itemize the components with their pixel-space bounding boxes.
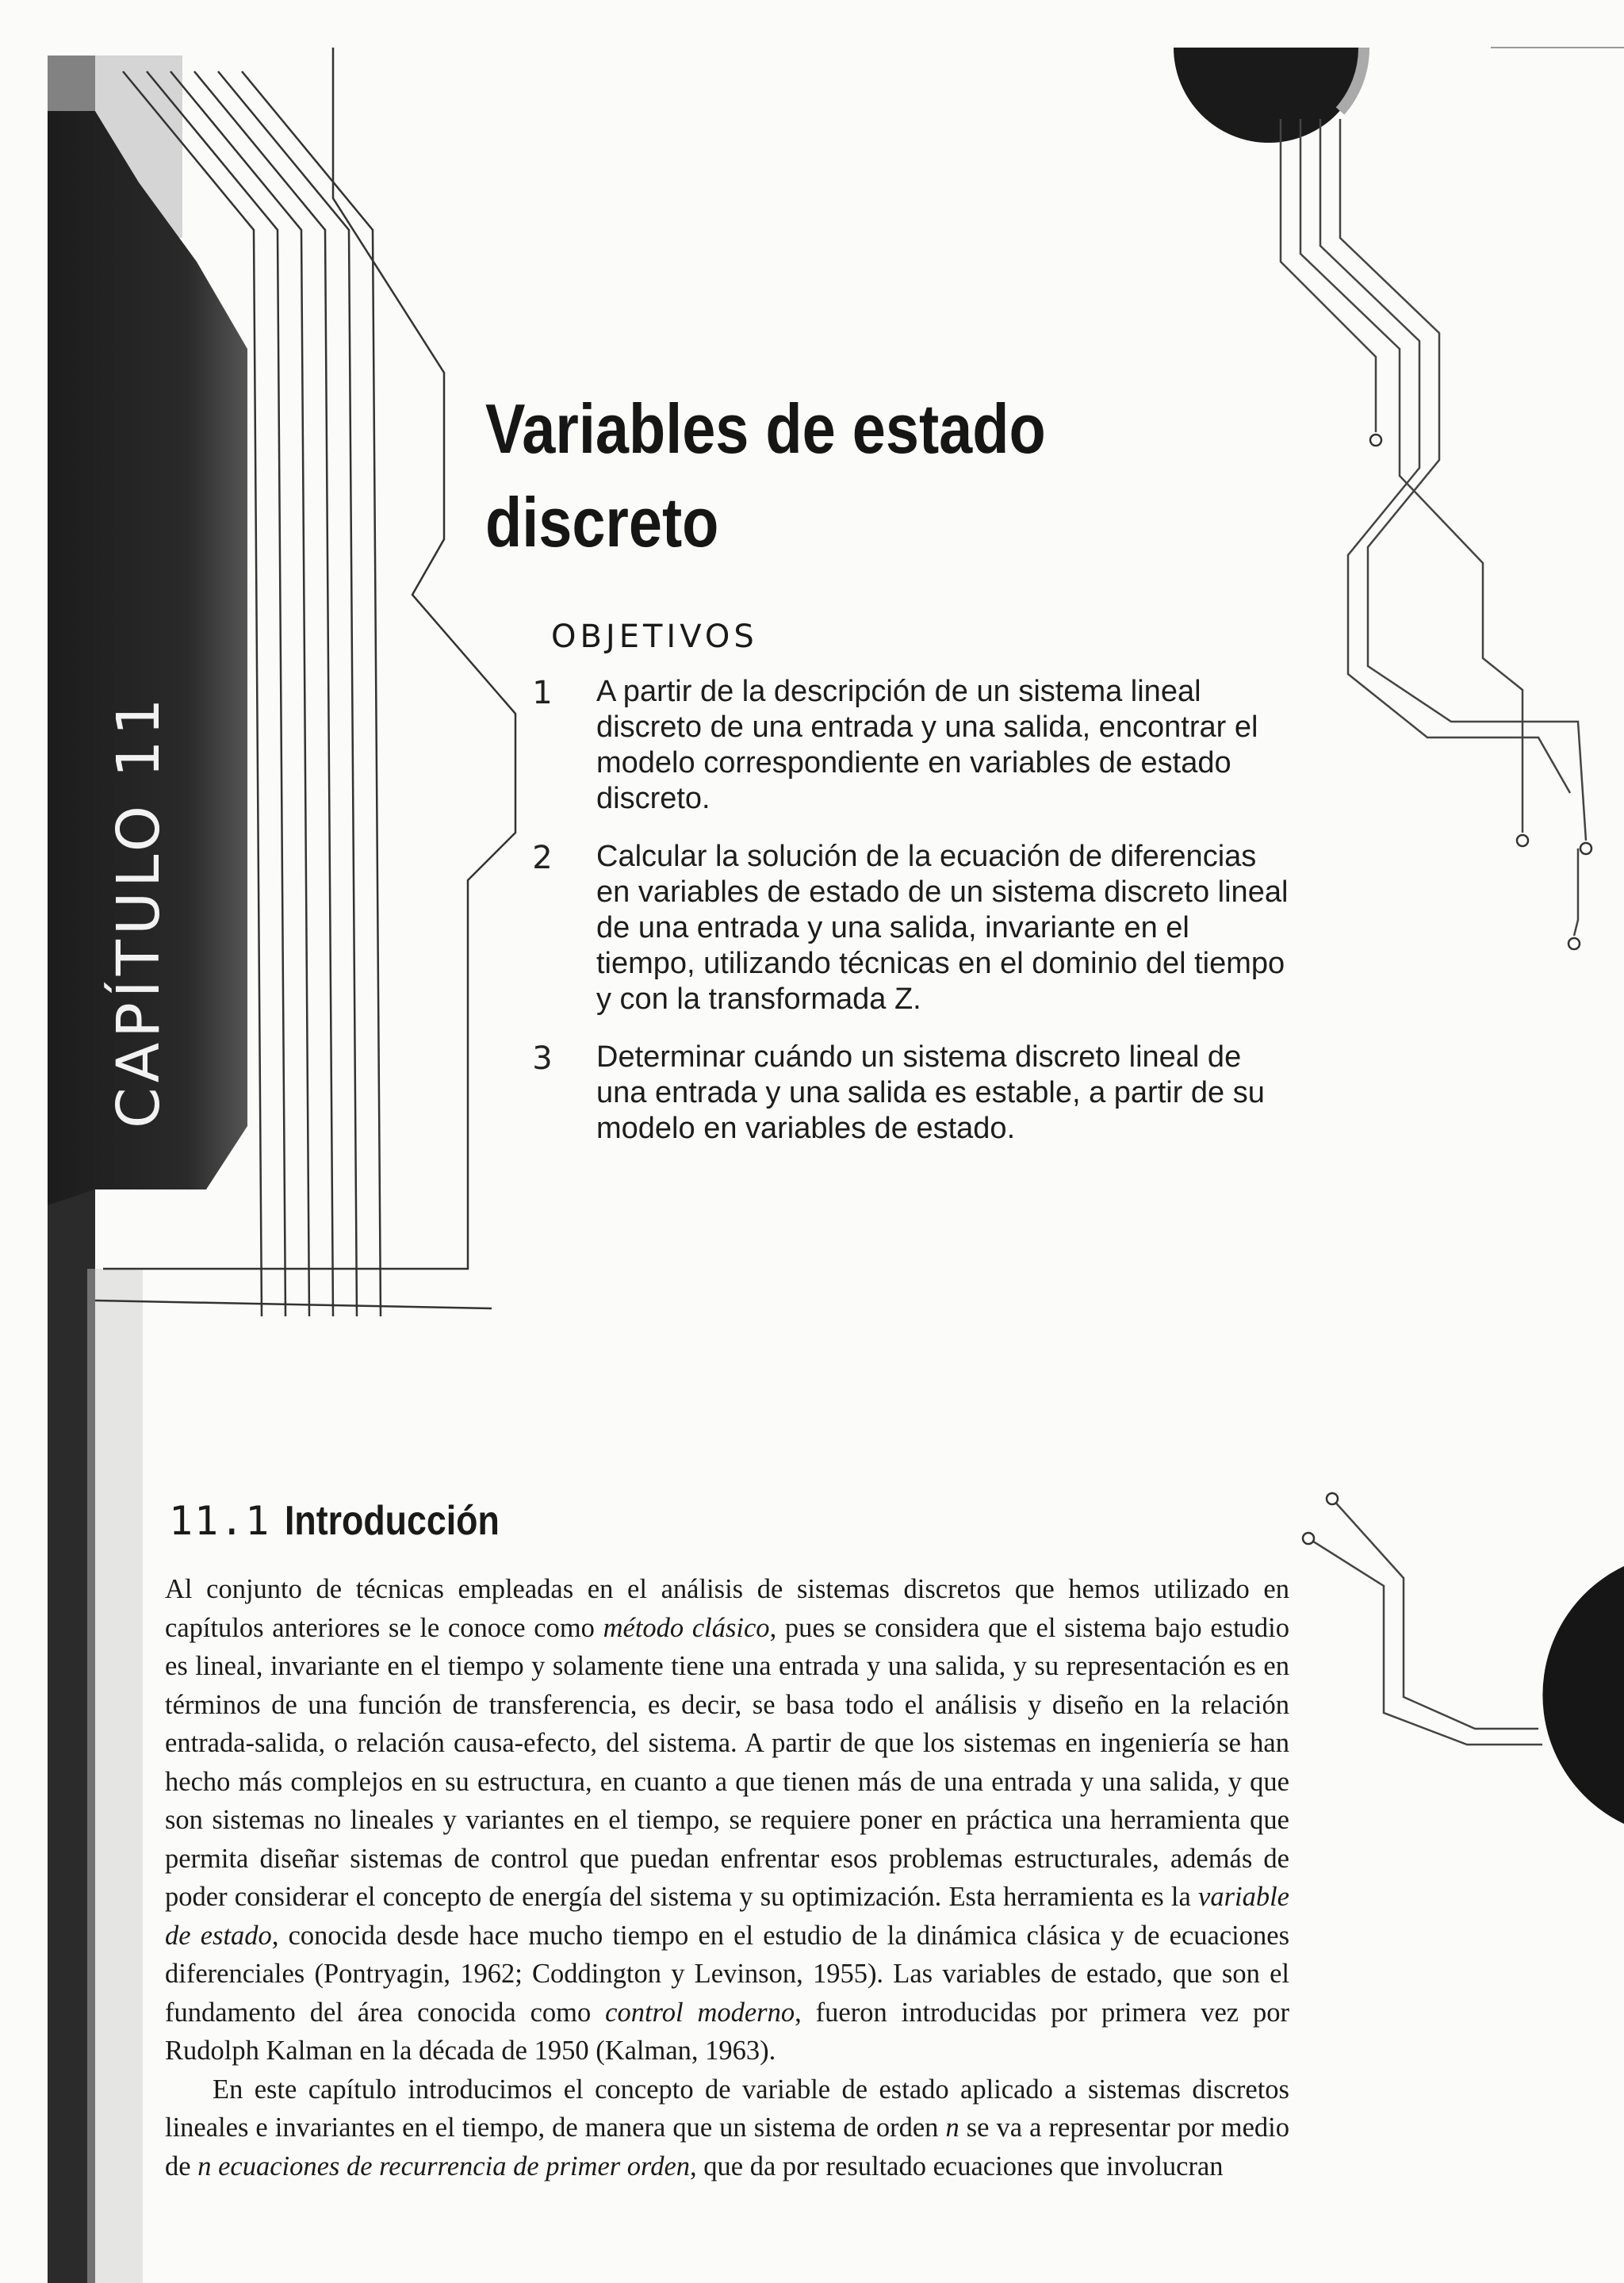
text-run: , que da por resultado ecuaciones que involucran — [690, 2151, 1224, 2181]
objectives-heading: OBJETIVOS — [551, 619, 758, 655]
paragraph — [165, 1570, 1289, 2070]
italic-term: n — [945, 2113, 959, 2143]
text-run: Al conjunto de técnicas empleadas en el análisis de sistemas discretos que hemos utilizado en capítulos anteriores se le conoce como — [165, 1574, 1289, 1643]
section-heading — [169, 1497, 534, 1545]
objective-text: Calcular la solución de la ecuación de diferencias en variables de estado de un sistema discreto lineal de una entrada y una salida, invariante en el tiempo, utilizando técnicas en el dominio del tiempo y con la transformada Z. — [596, 840, 1289, 1016]
italic-term: control moderno — [605, 1997, 795, 2028]
objective-text: A partir de la descripción de un sistema lineal discreto de una entrada y una salida, encontrar el modelo correspondiente en variables de estado discreto. — [596, 675, 1258, 815]
text-run: , conocida desde hace mucho tiempo en el estudio de la dinámica clásica y de ecuaciones diferenciales (Pontryagin, 1962; Coddington y Levinson, 1955). Las variables de estado, que son el fundamento del área conocida como — [165, 1920, 1289, 2028]
section-body — [165, 1570, 1289, 2185]
text-run: se va a representar por medio de — [165, 2113, 1289, 2181]
section-number: 11.1 — [169, 1498, 271, 1544]
objective-number: 3 — [532, 1040, 553, 1077]
chapter-label — [105, 190, 216, 1128]
objectives-list — [517, 674, 1294, 1169]
italic-term: n ecuaciones de recurrencia de primer orden — [197, 2151, 691, 2181]
text-run: , fueron introducidas por primera vez por Rudolph Kalman en la década de 1950 (Kalman, 1963). — [165, 1997, 1290, 2066]
objective-item — [517, 1040, 1294, 1147]
objective-item — [517, 839, 1294, 1017]
chapter-label-text: CAPÍTULO 11 — [105, 693, 173, 1128]
italic-term: método clásico — [603, 1612, 770, 1643]
objective-item — [517, 674, 1294, 817]
text-run: En este capítulo introducimos el concepto de variable de estado aplicado a sistemas discretos lineales e invariantes en el tiempo, de manera que un sistema de orden — [165, 2074, 1289, 2143]
objective-text: Determinar cuándo un sistema discreto lineal de una entrada y una salida es estable, a partir de su modelo en variables de estado. — [596, 1040, 1265, 1145]
section-title: Introducción — [285, 1498, 500, 1544]
objective-number: 2 — [532, 840, 553, 876]
italic-term: variable de estado — [165, 1882, 1289, 1951]
chapter-title: Variables de estado discreto — [485, 389, 1046, 561]
text-run: , pues se considera que el sistema bajo estudio es lineal, invariante en el tiempo y solamente tiene una entrada y una salida, y su representación es en términos de una función de transferencia, es decir, se basa todo el análisis y diseño en la relación entrada-salida, o relación causa-efecto, del sistema. A partir de que los sistemas en ingeniería se han hecho más complejos en su estructura, en cuanto a que tienen más de una entrada y una salida, y que son sistemas no lineales y variantes en el tiempo, se requiere poner en práctica una herramienta que permita diseñar sistemas de control que puedan enfrentar esos problemas estructurales, además de poder considerar el concepto de energía del sistema y su optimización. Esta herramienta es la — [165, 1612, 1289, 1912]
paragraph — [165, 2070, 1289, 2186]
objective-number: 1 — [532, 675, 553, 711]
